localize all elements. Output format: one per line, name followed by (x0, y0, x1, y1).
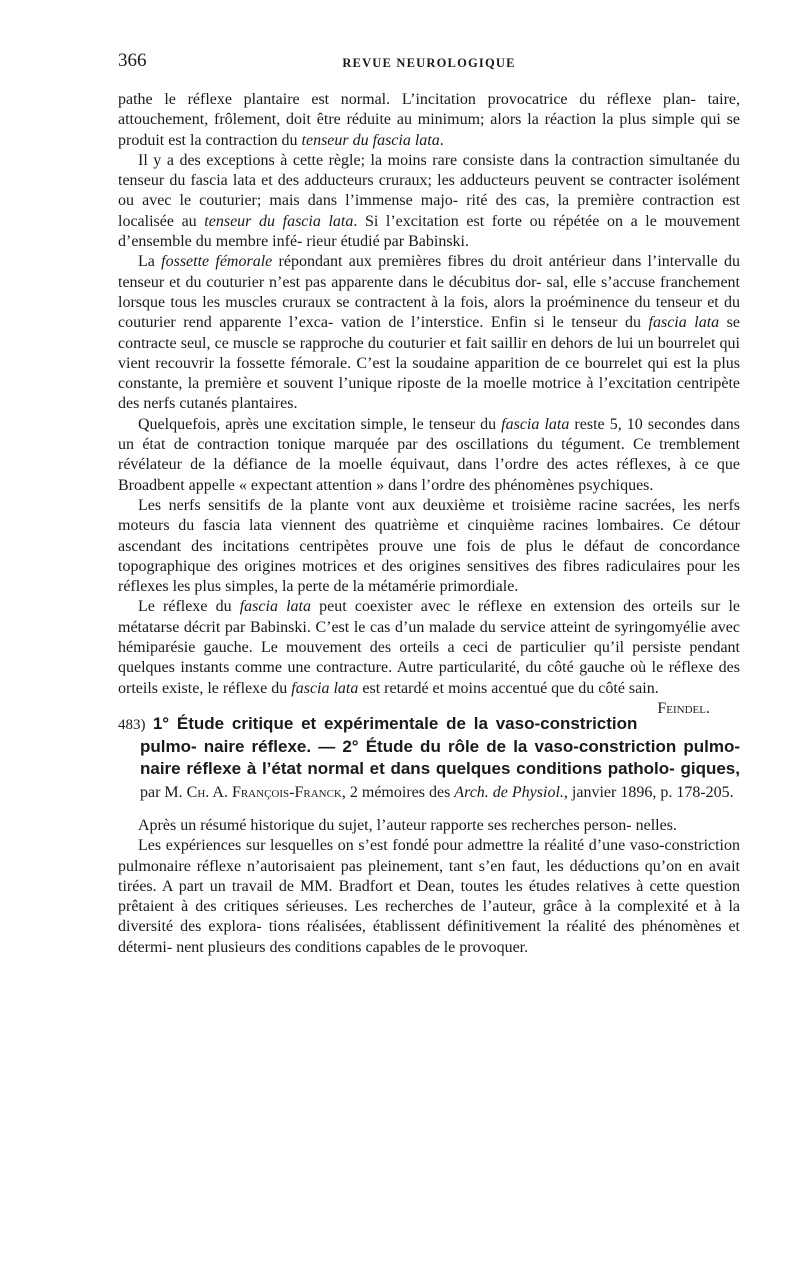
page-header (118, 50, 740, 80)
paragraph: Il y a des exceptions à cette règle; la moins rare consiste dans la contraction simultanée du tenseur du fascia lata et des adducteurs cruraux; les adducteurs peuvent se contracter isolément ou avec le couturier; mais dans l’immense majo- rité des cas, la première contraction est localisée au tenseur du fascia lata. Si l’excitation est forte ou répétée on a le mouvement d’ensemble du membre infé- rieur étudié par Babinski. (118, 151, 740, 251)
journal-name: Arch. de Physiol. (454, 783, 564, 801)
paragraph: Après un résumé historique du sujet, l’auteur rapporte ses recherches person- nelles. (138, 816, 677, 834)
article-body (118, 90, 741, 717)
paragraph: Quelquefois, après une excitation simple, le tenseur du fascia lata reste 5, 10 secondes dans un état de contraction tonique marquée par des oscillations du tégument. Ce tremblement révélateur de la défiance de la moelle équivaut, dans l’ordre des actes réflexes, à ce que Broadbent appelle « expectant attention » dans l’ordre des phénomènes psychiques. (118, 415, 741, 494)
page-number: 366 (118, 50, 147, 71)
document-page (118, 50, 740, 958)
author-signature: Feindel. (657, 699, 710, 717)
abstract-entry (118, 713, 740, 958)
paragraph: La fossette fémorale répondant aux premières fibres du droit antérieur dans l’intervalle du tenseur et du couturier n’est pas apparente dans le décubitus dor- sal, elle s’accuse franchement lorsque tous les muscles cruraux se contractent à la fois, alors la proéminence du tenseur et du couturier rend apparente l’exca- vation de l’interstice. Enfin si le tenseur du fascia lata se contracte seul, ce muscle se rapproche du couturier et fait saillir en dehors de lui un bourrelet qui vient recouvrir la fossette fémorale. C’est la soudaine apparition de ce bourrelet qui est la plus constante, la première et souvent l’unique riposte de la moelle motrice à l’excitation centripète des nerfs cutanés plantaires. (118, 253, 741, 413)
abstract-heading: 483) 1° Étude critique et expérimentale de la vaso-constriction pulmo- naire réflexe. — 2° Étude du rôle de la vaso-constriction pulmo- naire réflexe à l’état normal et dans quelques conditions patholo- giques, par M. Ch. A. François-Franck, 2 mémoires des Arch. de Physiol., janvier 1896, p. 178-205. (118, 713, 740, 801)
abstract-author: Ch. A. François-Franck (186, 783, 342, 801)
paragraph: pathe le réflexe plantaire est normal. L’incitation provocatrice du réflexe plan- taire, attouchement, frôlement, doit être réduite au minimum; alors la réaction la plus simple qui se produit est la contraction du tenseur du fascia lata. (118, 91, 740, 149)
abstract-title: 1° Étude critique et expérimentale de la vaso-constriction pulmo- naire réflexe. — 2° Étude du rôle de la vaso-constriction pulmo- naire réflexe à l’état normal et dans quelques conditions patholo- giques, (140, 713, 740, 778)
abstract-number: 483) (118, 716, 146, 733)
paragraph: Les nerfs sensitifs de la plante vont aux deuxième et troisième racine sacrées, les nerfs moteurs du fascia lata viennent des quatrième et cinquième racines lombaires. Ce détour ascendant des incitations centripètes prouve une fois de plus le défaut de concordance topographique des origines motrices et des origines sensitives des fibres radiculaires pour les réflexes les plus simples, la perte de la métamérie primordiale. (118, 496, 740, 596)
running-title: REVUE NEUROLOGIQUE (342, 56, 516, 70)
paragraph: Le réflexe du fascia lata peut coexister avec le réflexe en extension des orteils sur le métatarse décrit par Babinski. C’est le cas d’un malade du service atteint de syringomyélie avec hémiparésie gauche. Le mouvement des orteils a ceci de particulier qu’il persiste pendant quelques instants comme une contracture. Autre particularité, du côté gauche où le réflexe des orteils existe, le réflexe du fascia lata est retardé et moins accentué que du côté sain. Feindel. (118, 597, 740, 698)
paragraph: Les expériences sur lesquelles on s’est fondé pour admettre la réalité d’une vaso-constriction pulmonaire réflexe n’autorisaient pas pleinement, tant s’en faut, les déductions qu’on en avait tirées. A part un travail de MM. Bradfort et Dean, toutes les études relatives à cette question prêtaient à des critiques sérieuses. Les recherches de l’auteur, grâce à la complexité et à la diversité des explora- tions réalisées, établissent définitivement la réalité des phénomènes et détermi- nent plusieurs des conditions capables de le provoquer. (118, 837, 740, 956)
